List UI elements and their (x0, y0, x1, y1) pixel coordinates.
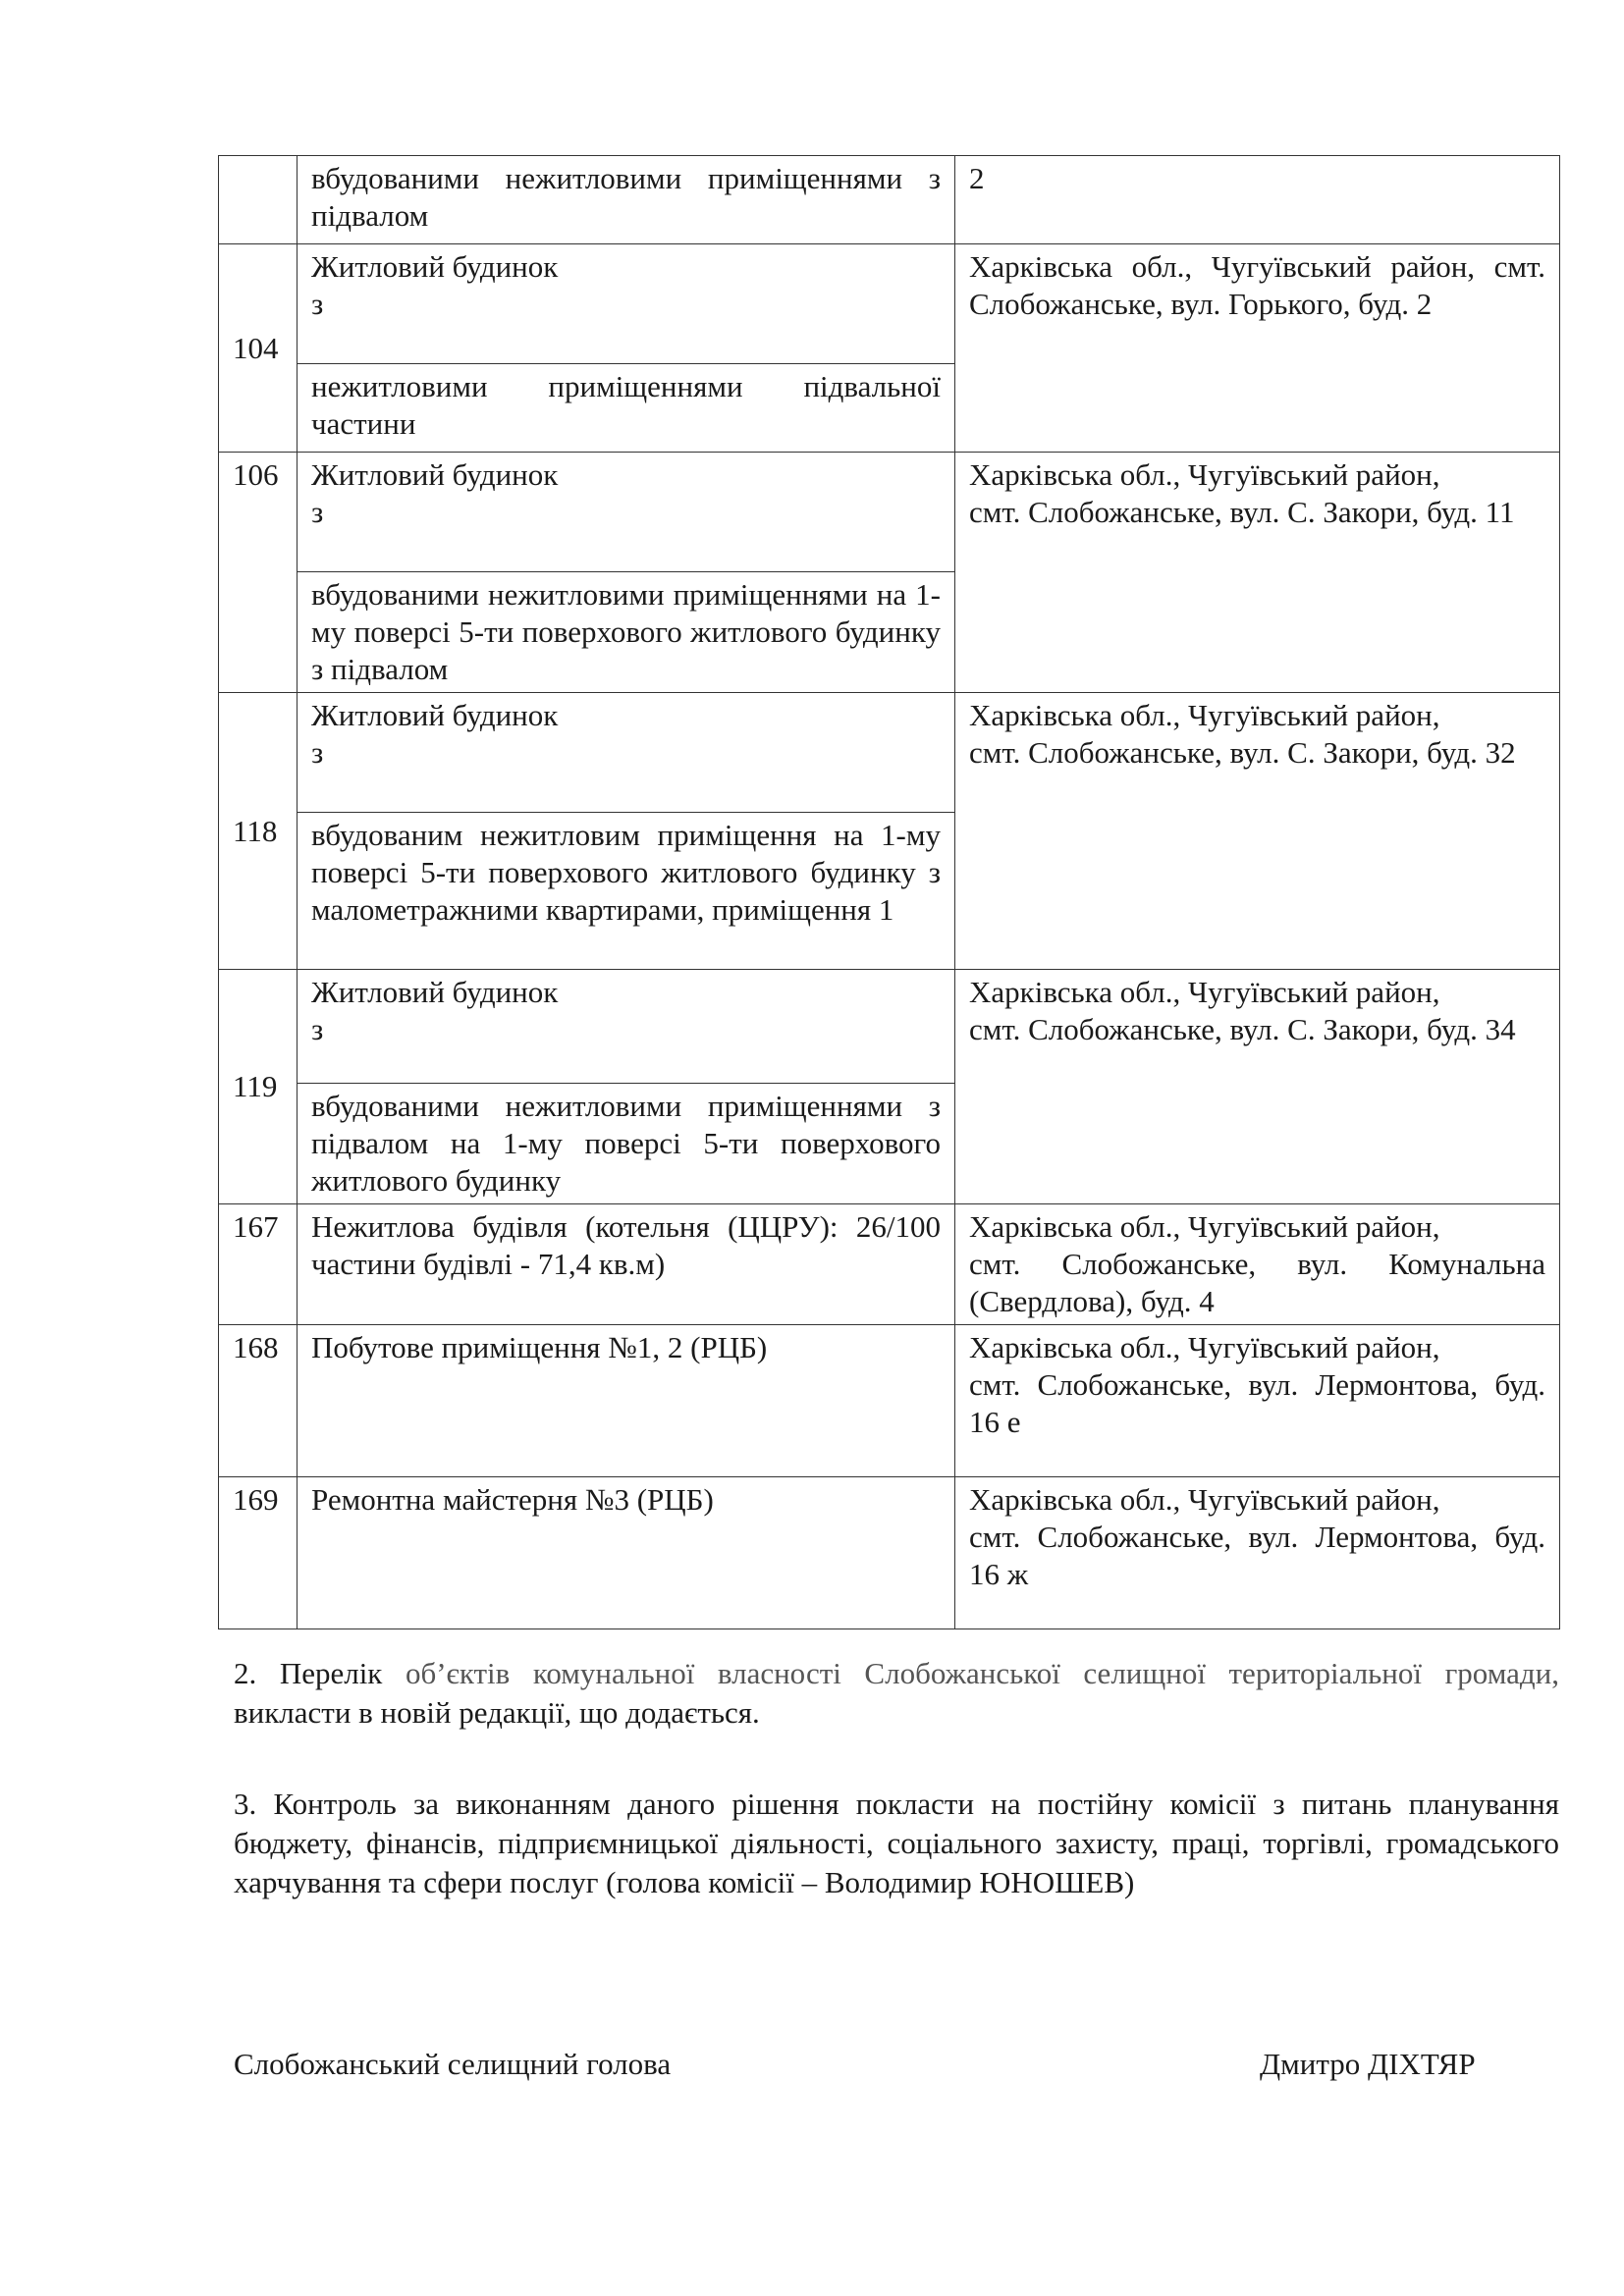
object-name-detail: вбудованим нежитловим приміщення на 1-му поверсі 5-ти поверхового житлового будинку з малометражними квартирами, приміщення 1 (298, 813, 955, 970)
object-name-detail: вбудованими нежитловими приміщеннями з підвалом на 1-му поверсі 5-ти поверхового житлового будинку (298, 1084, 955, 1204)
object-name: Побутове приміщення №1, 2 (РЦБ) (298, 1325, 955, 1477)
row-number: 169 (219, 1477, 298, 1629)
row-number: 106 (219, 453, 298, 693)
object-name: Нежитлова будівля (котельня (ЦЦРУ): 26/100 частини будівлі - 71,4 кв.м) (298, 1204, 955, 1325)
table-row (219, 693, 1560, 813)
table-row (219, 453, 1560, 572)
object-address: Харківська обл., Чугуївський район, смт. Слобожанське, вул. Лермонтова, буд. 16 е (955, 1325, 1560, 1477)
row-number: 168 (219, 1325, 298, 1477)
paragraph-3: 3. Контроль за виконанням даного рішення покласти на постійну комісії з питань планування бюджету, фінансів, підприємницької діяльності, соціального захисту, праці, торгівлі, громадського харчування та сфери послуг (голова комісії – Володимир ЮНОШЕВ) (234, 1787, 1559, 1899)
paragraph-2 (234, 1654, 1559, 1733)
object-name-detail: вбудованими нежитловими приміщеннями на 1-му поверсі 5-ти поверхового житлового будинку з підвалом (298, 572, 955, 693)
object-address: Харківська обл., Чугуївський район, смт. Слобожанське, вул. Горького, буд. 2 (955, 244, 1560, 453)
object-name-detail: нежитловими приміщеннями підвальної частини (298, 364, 955, 453)
object-address: Харківська обл., Чугуївський район, смт. Слобожанське, вул. Комунальна (Свердлова), буд. 4 (955, 1204, 1560, 1325)
signature-title: Слобожанський селищний голова (234, 2047, 672, 2081)
row-number: 104 (219, 244, 298, 453)
object-address: Харківська обл., Чугуївський район, смт. Слобожанське, вул. С. Закори, буд. 11 (955, 453, 1560, 693)
row-number: 119 (219, 970, 298, 1204)
row-number: 118 (219, 693, 298, 970)
table-row (219, 1325, 1560, 1477)
table-row (219, 1204, 1560, 1325)
object-name: Житловий будинок з (298, 970, 955, 1084)
object-name: Житловий будинок з (298, 693, 955, 813)
table-row (219, 156, 1560, 244)
object-name: Житловий будинок з (298, 244, 955, 364)
paragraph-2-lead: 2. Перелік (234, 1656, 406, 1690)
table-row (219, 1477, 1560, 1629)
object-address: Харківська обл., Чугуївський район, смт. Слобожанське, вул. Лермонтова, буд. 16 ж (955, 1477, 1560, 1629)
row-number: 167 (219, 1204, 298, 1325)
object-address: Харківська обл., Чугуївський район, смт. Слобожанське, вул. С. Закори, буд. 32 (955, 693, 1560, 970)
property-table (218, 155, 1560, 1629)
paragraph-2-tail: викласти в новій редакції, що додається. (234, 1695, 760, 1730)
object-name: вбудованими нежитловими приміщеннями з підвалом (298, 156, 955, 244)
table-row (219, 970, 1560, 1084)
object-name: Житловий будинок з (298, 453, 955, 572)
table-row (219, 244, 1560, 364)
signature-name: Дмитро ДІХТЯР (1260, 2047, 1476, 2081)
object-name: Ремонтна майстерня №3 (РЦБ) (298, 1477, 955, 1629)
object-address: Харківська обл., Чугуївський район, смт. Слобожанське, вул. С. Закори, буд. 34 (955, 970, 1560, 1204)
paragraph-2-object-list: об’єктів комунальної власності Слобожанської селищної територіальної громади, (405, 1656, 1559, 1690)
row-number (219, 156, 298, 244)
object-address: 2 (955, 156, 1560, 244)
